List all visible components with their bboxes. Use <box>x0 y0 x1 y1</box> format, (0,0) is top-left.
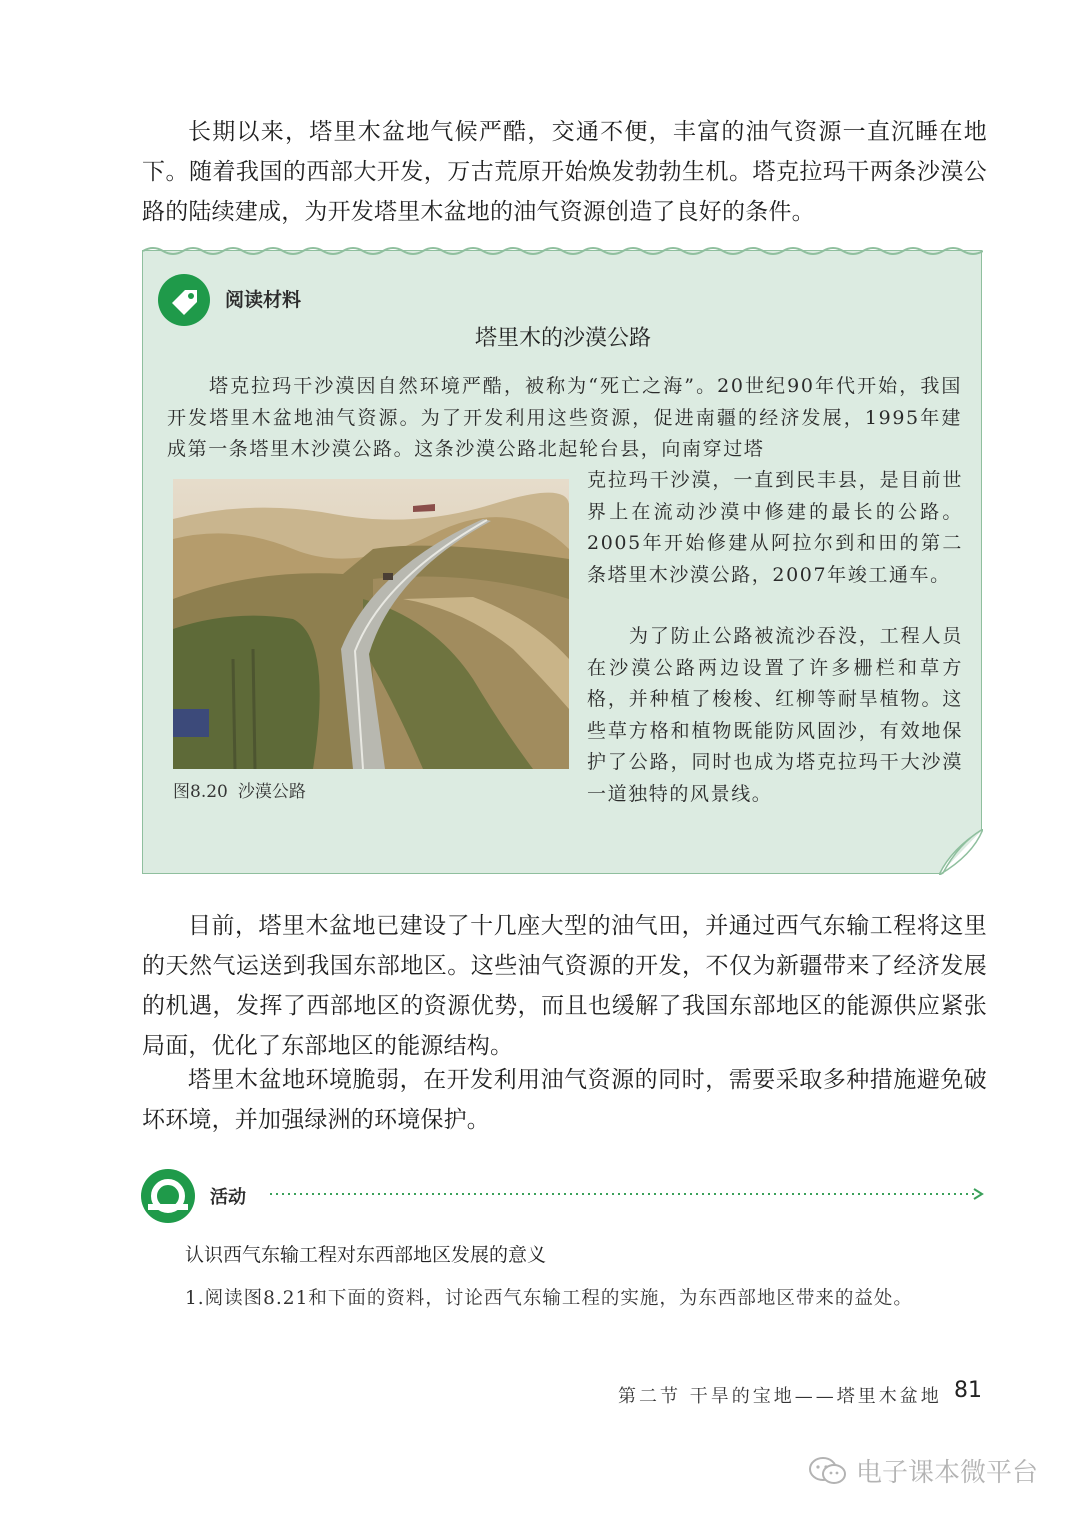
intro-paragraph: 长期以来，塔里木盆地气候严酷，交通不便，丰富的油气资源一直沉睡在地下。随着我国的西部大开发，万古荒原开始焕发勃勃生机。塔克拉玛干两条沙漠公路的陆续建成，为开发塔里木盆地的油气资源创造了良好的条件。 <box>142 119 987 225</box>
reading-label: 阅读材料 <box>225 289 302 311</box>
wavy-border <box>143 245 983 257</box>
reading-text-part3: 为了防止公路被流沙吞没，工程人员在沙漠公路两边设置了许多栅栏和草方格，并种植了梭梭、红柳等耐旱植物。这些草方格和植物既能防风固沙，有效地保护了公路，同时也成为塔克拉玛干大沙漠一道独特的风景线。 <box>587 625 963 805</box>
page-number: 81 <box>954 1378 982 1403</box>
oilfield-paragraph: 目前，塔里木盆地已建设了十几座大型的油气田，并通过西气东输工程将这里的天然气运送到我国东部地区。这些油气资源的开发，不仅为新疆带来了经济发展的机遇，发挥了西部地区的资源优势，而且也缓解了我国东部地区的能源供应紧张局面，优化了东部地区的能源结构。 <box>142 913 987 1059</box>
page-footer-section: 第二节 干旱的宝地——塔里木盆地 <box>618 1386 942 1407</box>
page-curl <box>939 829 983 875</box>
activity-icon <box>140 1168 196 1224</box>
reading-text-part2: 克拉玛干沙漠，一直到民丰县，是目前世界上在流动沙漠中修建的最长的公路。2005年开始修建从阿拉尔到和田的第二条塔里木沙漠公路，2007年竣工通车。 <box>587 469 963 586</box>
figure-caption <box>173 777 306 802</box>
activity-item-1: 1.阅读图8.21和下面的资料，讨论西气东输工程的实施，为东西部地区带来的益处。 <box>185 1288 913 1309</box>
watermark-text: 电子课本微平台 <box>856 1458 1039 1488</box>
watermark <box>808 1452 1038 1489</box>
activity-label: 活动 <box>210 1187 246 1208</box>
reading-tag-icon <box>157 273 211 327</box>
dotted-arrow-line <box>270 1186 986 1202</box>
figure-caption-text: 沙漠公路 <box>237 782 306 802</box>
environment-paragraph: 塔里木盆地环境脆弱，在开发利用油气资源的同时，需要采取多种措施避免破坏环境，并加强绿洲的环境保护。 <box>142 1067 987 1133</box>
wechat-icon <box>808 1456 848 1486</box>
reading-text-part1: 塔克拉玛干沙漠因自然环境严酷，被称为“死亡之海”。20世纪90年代开始，我国开发塔里木盆地油气资源。为了开发利用这些资源，促进南疆的经济发展，1995年建成第一条塔里木沙漠公路。这条沙漠公路北起轮台县，向南穿过塔 <box>167 375 962 460</box>
desert-road-photo <box>173 479 569 769</box>
reading-title: 塔里木的沙漠公路 <box>474 326 651 351</box>
activity-heading: 认识西气东输工程对东西部地区发展的意义 <box>185 1244 547 1266</box>
reading-material-box <box>142 250 982 874</box>
figure-number: 图8.20 <box>173 782 228 802</box>
